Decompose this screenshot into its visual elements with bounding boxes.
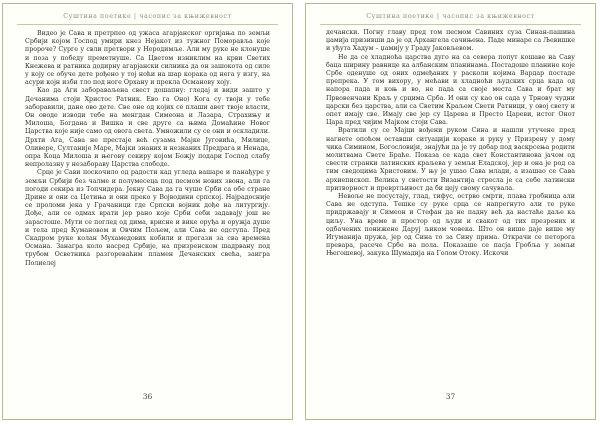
paragraph: Невоље не посустају, глад, тифус, острво смрти, плава гробница али Сава не одступа. Тешке су руке срца се напрегнуто али те руке придржавају и Симеон и Стефан да не падну већ да настаће даље ка циљу. Уна време и простор од људи и свакот од тих презрених и одбачених понижене Даруј љиком човека. Што он више даје више му Игуманија пружа, јер од Сина то за Сину прима. Открачи се петорога превара, расече Србе на пола. Показаше се пасја Гробља у земљи Његошевој, закука Шумадија на Голом Отоку. Искочи [326,193,575,258]
running-header: Суштина поетике | часопис за књижевност [366,13,535,20]
page-body-text [25,30,270,268]
left-page [2,3,293,420]
page-body-text [326,29,575,259]
paragraph: дечански. Погну главу пред том песмом Савиних суза Синан-пашина џамија призивши да је од Архангела сачињена. Паде минаре са Љевишке и уђута Хадум – џамију у Граду Јаковљевом. [326,29,575,53]
paragraph: Као да Аги забораваљена свест дошапну: гледај и види зашто у Дечанима стоји Христос Ратник. Ево га Оно) Кога су твоји у тебе заборавили, дане ово дете. Све оне од којих се плаши авет твоје власти, Он оводе изводи тебе на менгдан Симеона и Лазара, Страхињу и Милоша, Богдана и Вишка и све друге са њима Домаћине Новог Царства које није само од овога света. Умножили су се они и оскладили. Дрхти Ага, Сава не престаје већ сузама Мајке Југовића, Милице, Оливере, Султаније Маре, Мајки знаних и незнаних Предрага и Ненада, опра Коца Милоша и његову секиру којом Божју подари Господ слабу непролазну у незабораву Царства слободе. [25,87,270,169]
header-rule [17,24,278,25]
page-number: 37 [445,392,456,401]
header-rule [320,24,581,25]
running-header: Суштина поетике | часопис за књижевност [63,13,232,20]
paragraph: Не да се хладноћа царства дуго на са севера попут кошаве на Саву баца ширину равнице ка албанским планинама. Постадоше планине које Србе оденуше од оних одмеђаних у расколи којима Вардар постаде препрека. У том вихору, у мећави и хладноћи људских срца када од напора пада и коњ и во, не пада са своје места Сава и брат му Првовенчани Краљ у срцима Срба. И они су као он сада у Трнову чудни царски без царства, али са Светим Краљем Свети Ратници, у овој свету и опет имају све. Имају све јер су Царева и Престо Цареви, истог Онот Царa пред чијим Мајком стоји Сава. [326,53,575,127]
paragraph: Видео је Сава и претрпео од ужаса агарјанског оргијања по земљи Србији којом Господ умири кнез Нејакот из тужног Поморавља које пророче? Сурге у свли претвори у Неродимље. Али му руке не клонуше и поза у победу преметнуше. Са Цветом изниклим на крви Светих Кнежева и ратника додирну агарјански силника да он зашокота од силе у коју се обуче дете рођено у тој ноћи на шар корака од нега у изгу, на асури којн изби тло под ноге Орхану и прекла Османову хоју. [25,30,270,87]
paragraph: Вратили су се Мајци вођени руком Сина и нашли утучене пред нагнете опоћом оставши ситуацији кораке и руку у Призрену у дому чика Симином, Богословији, знајући да је ту добар под васкрсења родити молитвама Свете Браће. Показа се када свет Константинова јачом од свести странки латинских краљева у земљи Еладској, јер и она је род са тим сведоцима Христовим. У њу је ушао Сава млади, а изашао се Сава архиепископ. Велика у светости Византија стресла је са себе латински притворност и превртљивост да би цеју свому сачувала. [326,127,575,192]
paragraph: Срце је Сави поскочило од радости кад угледа вашаре и панађуре у земљи Србији без чалме и полумесеца под песмом нових звона, али га погоди секира из Топчидера. Јекну Сава да га чуше Срби са обе стране Дрине и они са Цетиња и они преко у Војводини српској. Најрадосније се проломи јека у Грачаници где Српски војник дође на литургију. Дође, али се одмах врати јер рано које Срби себи задавају још не зарастоше. Мути се поглед од дима, врисне и вике оруђа и оружја душе и тела пред Кумановом и Овчим Пољем, али Сава не одступа. Пред Скадром руке колан Мухамедових кобили и прегази за сва времена Османа. Занагра коло насред Србије, на призренском шадрвану под трубом Осветника разгореваћим пламен Дечанских свећа, заигра Полиелеј [25,169,270,267]
right-page [305,3,596,420]
page-number: 36 [142,392,153,401]
